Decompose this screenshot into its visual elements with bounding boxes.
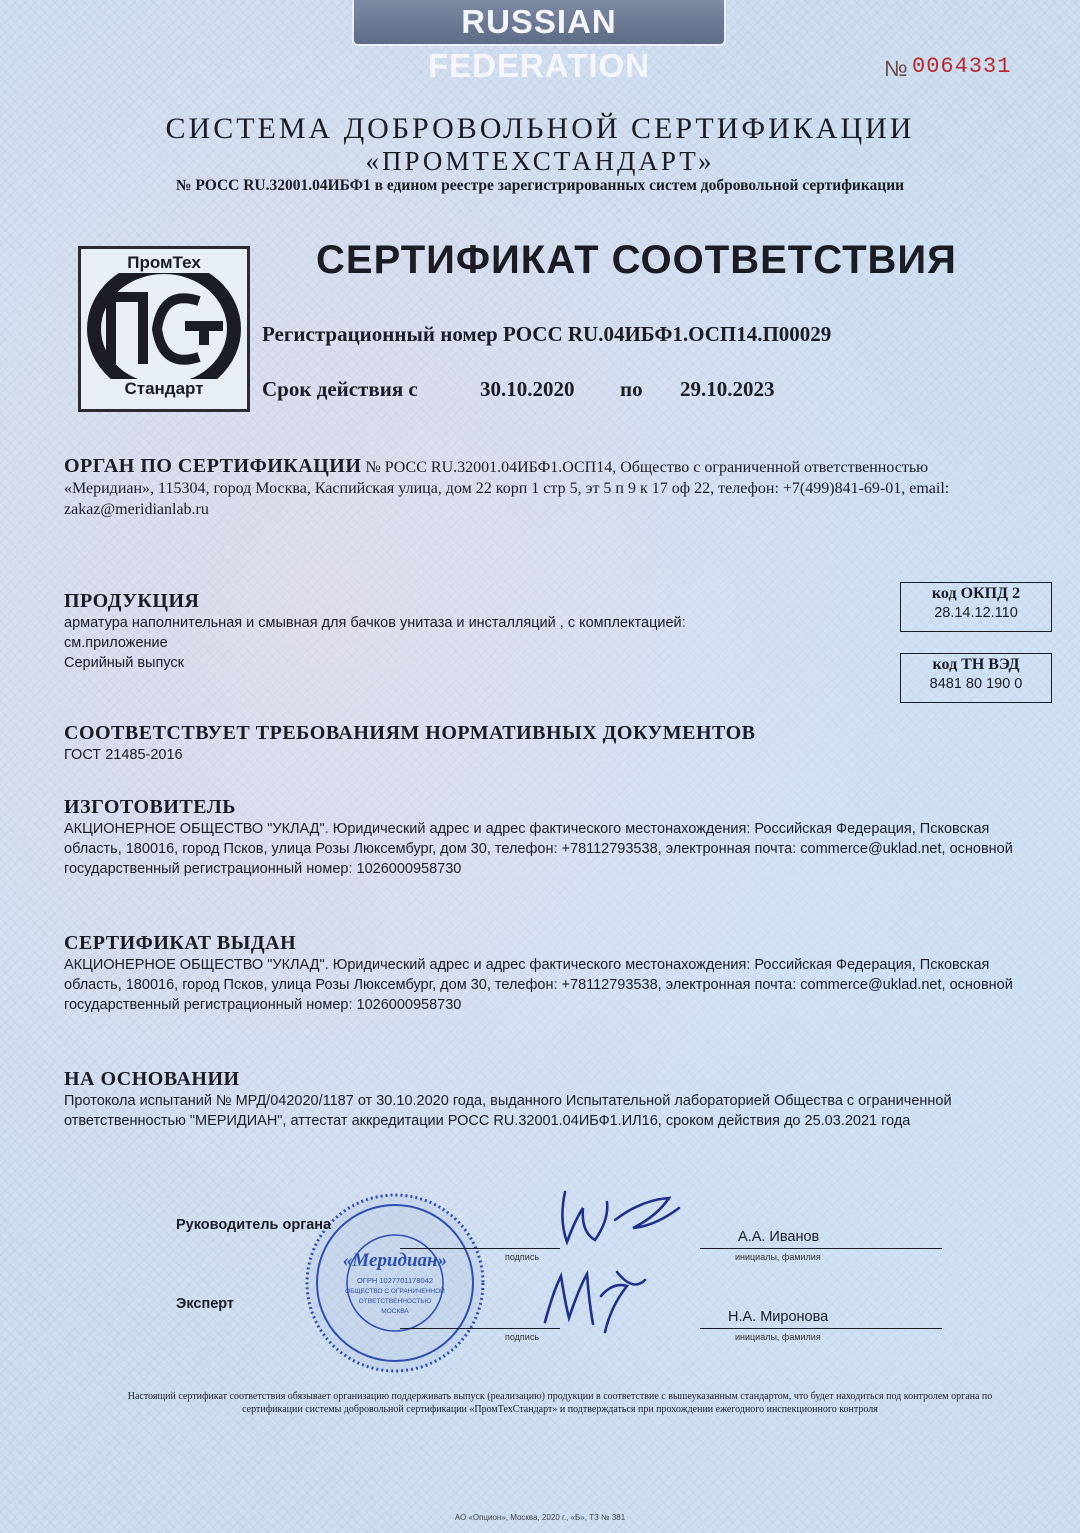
product-appendix-ref: см.приложение: [64, 635, 168, 651]
head-name-hint: инициалы, фамилия: [735, 1252, 821, 1262]
registration-number: РОСС RU.04ИБФ1.ОСП14.П00029: [502, 322, 832, 346]
expert-signature-label: Эксперт: [176, 1296, 235, 1312]
issued-to-text: АКЦИОНЕРНОЕ ОБЩЕСТВО "УКЛАД". Юридический адрес и адрес фактического местонахождения: Российская Федерация, Псковская область, 180016, город Псков, улица Розы Люксембург, дом 30, телефон: +78112793538, электронная почта: commerce@uklad.net, основной государственный регистрационный номер: 1026000958730: [64, 957, 1013, 1013]
certification-body-text: № РОСС RU.32001.04ИБФ1.ОСП14, Общество с ограниченной ответственностью «Меридиан», 115304, город Москва, Каспийская улица, дом 22 корп 1 стр 5, эт 5 п 9 к 17 оф 22, телефон: +7(499)841-69-01, email: zakaz@meridianlab.ru: [64, 459, 950, 518]
expert-name-hint: инициалы, фамилия: [735, 1332, 821, 1342]
okpd-value: 28.14.12.110: [934, 605, 1018, 621]
head-signature-hint: подпись: [505, 1252, 540, 1262]
head-name: А.А. Иванов: [738, 1229, 820, 1245]
manufacturer-heading: ИЗГОТОВИТЕЛЬ: [64, 796, 236, 818]
product-section: [64, 590, 864, 673]
basis-section: [64, 1068, 1044, 1131]
printer-note: АО «Опцион», Москва, 2020 г., «Б», ТЗ № 381: [454, 1513, 626, 1522]
tnved-label: код ТН ВЭД: [932, 656, 1020, 673]
registration-label: Регистрационный номер: [262, 322, 498, 346]
system-registry: № РОСС RU.32001.04ИБФ1 в едином реестре зарегистрированных систем добровольной сертификации: [175, 177, 905, 194]
head-handwritten-signature: [545, 1180, 685, 1250]
manufacturer-section: [64, 796, 1024, 879]
registration-row: [262, 322, 831, 347]
product-heading: ПРОДУКЦИЯ: [64, 590, 200, 612]
issued-to-section: [64, 932, 1024, 1015]
serial-label: №: [884, 56, 908, 81]
logo-bottom-text: Стандарт: [103, 379, 225, 399]
footer-note: Настоящий сертификат соответствия обязывает организацию поддерживать выпуск (реализацию) продукции в соответствие с вышеуказанным стандартом, что будет находиться под контролем органа по сертификации системы добровольной сертификации «ПромТехСтандарт» и подтверждаться при прохождении ежегодного инспекционного контроля: [127, 1391, 993, 1415]
logo-top-text: ПромТех: [103, 253, 225, 273]
valid-to-label: по: [620, 377, 643, 401]
product-production-type: Серийный выпуск: [64, 655, 185, 671]
stamp-line1: ОБЩЕСТВО С ОГРАНИЧЕННОЙ: [345, 1288, 445, 1295]
okpd-label: код ОКПД 2: [931, 585, 1021, 602]
stamp-name: «Меридиан»: [342, 1250, 448, 1271]
certificate-title: СЕРТИФИКАТ СООТВЕТСТВИЯ: [316, 238, 957, 282]
stamp-ogrn: ОГРН 1027701178042: [356, 1276, 434, 1285]
expert-signature-hint: подпись: [505, 1332, 540, 1342]
product-description: арматура наполнительная и смывная для бачков унитаза и инсталляций , с комплектацией:: [64, 615, 686, 631]
issued-to-heading: СЕРТИФИКАТ ВЫДАН: [64, 932, 297, 954]
system-name: «ПРОМТЕХСТАНДАРТ»: [365, 146, 715, 176]
conformity-standard: ГОСТ 21485-2016: [64, 747, 183, 763]
promtech-logo: [78, 246, 250, 412]
head-name-line: [700, 1248, 942, 1249]
validity-label: Срок действия с: [262, 377, 418, 401]
okpd-code-box: [900, 582, 1052, 632]
serial-number: 0064331: [912, 54, 1012, 79]
basis-heading: НА ОСНОВАНИИ: [64, 1068, 240, 1090]
basis-text: Протокола испытаний № МРД/042020/1187 от 30.10.2020 года, выданного Испытательной лабораторией Общества с ограниченной ответственностью "МЕРИДИАН", аттестат аккредитации РОСС RU.32001.04ИБФ1.ИЛ16, сроком действия до 25.03.2021 года: [64, 1093, 952, 1129]
head-signature-line: [400, 1248, 560, 1249]
system-title: СИСТЕМА ДОБРОВОЛЬНОЙ СЕРТИФИКАЦИИ: [165, 112, 915, 145]
expert-handwritten-signature: [535, 1262, 655, 1342]
expert-name: Н.А. Миронова: [728, 1309, 829, 1325]
stamp-city: МОСКВА: [381, 1308, 409, 1315]
certification-body-heading: ОРГАН ПО СЕРТИФИКАЦИИ: [64, 455, 362, 477]
valid-to-date: 29.10.2023: [680, 377, 775, 401]
tnved-value: 8481 80 190 0: [929, 676, 1023, 692]
manufacturer-text: АКЦИОНЕРНОЕ ОБЩЕСТВО "УКЛАД". Юридический адрес и адрес фактического местонахождения: Российская Федерация, Псковская область, 180016, город Псков, улица Розы Люксембург, дом 30, телефон: +78112793538, электронная почта: commerce@uklad.net, основной государственный регистрационный номер: 1026000958730: [64, 821, 1013, 877]
conformity-heading: СООТВЕТСТВУЕТ ТРЕБОВАНИЯМ НОРМАТИВНЫХ ДОКУМЕНТОВ: [64, 722, 756, 744]
expert-name-line: [700, 1328, 942, 1329]
conformity-section: [64, 722, 1024, 765]
head-signature-label: Руководитель органа: [176, 1217, 332, 1233]
country-banner: RUSSIAN FEDERATION: [352, 0, 726, 46]
stamp-line2: ОТВЕТСТВЕННОСТЬЮ: [358, 1298, 432, 1305]
valid-from-date: 30.10.2020: [480, 377, 575, 401]
certification-body-section: [64, 456, 1004, 520]
tnved-code-box: [900, 653, 1052, 703]
